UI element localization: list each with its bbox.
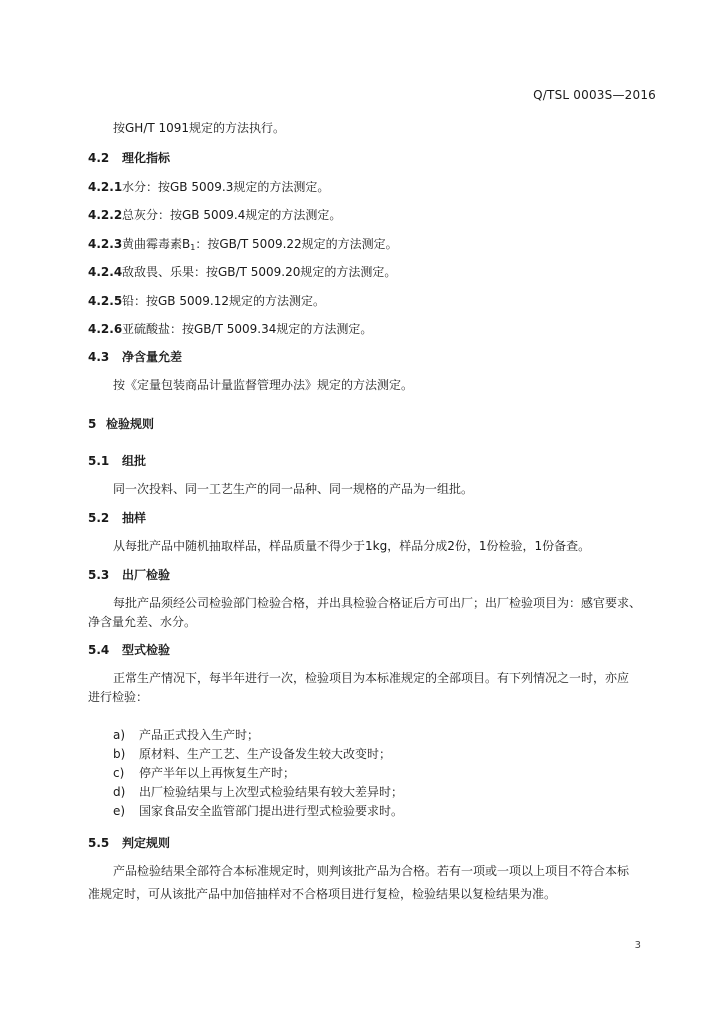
section-5-1-text: 同一次投料、同一工艺生产的同一品种、同一规格的产品为一组批。	[113, 482, 474, 496]
item-number: 4.2.2	[88, 208, 123, 222]
list-item-b	[113, 745, 391, 762]
section-title: 理化指标	[122, 151, 171, 165]
section-title: 判定规则	[122, 836, 171, 850]
item-number: 4.2.5	[88, 294, 123, 308]
list-text: 停产半年以上再恢复生产时；	[139, 766, 296, 780]
list-text: 国家食品安全监管部门提出进行型式检验要求时。	[139, 804, 404, 818]
section-number: 5.4	[88, 643, 110, 657]
section-4-3-heading	[88, 348, 182, 365]
list-item-a	[113, 726, 259, 743]
section-number: 5.1	[88, 454, 110, 468]
item-text: 水分：按GB 5009.3规定的方法测定。	[122, 180, 330, 194]
section-title: 型式检验	[122, 643, 171, 657]
item-number: 4.2.6	[88, 322, 123, 336]
list-text: 原材料、生产工艺、生产设备发生较大改变时；	[139, 747, 392, 761]
section-number: 4.3	[88, 350, 110, 364]
item-subscript: 1	[190, 243, 196, 252]
section-5-2-text: 从每批产品中随机抽取样品，样品质量不得少于1kg，样品分成2份，1份检验，1份备查。	[113, 539, 591, 553]
section-5-2-heading	[88, 509, 146, 526]
section-number: 5.3	[88, 568, 110, 582]
section-title: 净含量允差	[122, 350, 183, 364]
section-5-5-heading	[88, 834, 170, 851]
item-text-post: ：按GB/T 5009.22规定的方法测定。	[195, 237, 398, 251]
section-5-3-line-2: 净含量允差、水分。	[88, 615, 197, 629]
section-title: 抽样	[122, 511, 147, 525]
item-text-pre: 黄曲霉毒素B	[122, 237, 191, 251]
item-text: 总灰分：按GB 5009.4规定的方法测定。	[122, 208, 342, 222]
section-5-4-heading	[88, 641, 170, 658]
item-number: 4.2.3	[88, 237, 123, 251]
item-text: 亚硫酸盐：按GB/T 5009.34规定的方法测定。	[122, 322, 373, 336]
section-5-1-heading	[88, 452, 146, 469]
list-item-c	[113, 764, 295, 781]
item-4-2-5	[88, 292, 325, 309]
chapter-number: 5	[88, 417, 97, 431]
document-code: Q/TSL 0003S—2016	[533, 88, 656, 102]
section-title: 组批	[122, 454, 147, 468]
list-item-d	[113, 783, 403, 800]
list-marker: c)	[113, 766, 125, 780]
list-marker: a)	[113, 728, 126, 742]
section-5-5-line-2: 准规定时，可从该批产品中加倍抽样对不合格项目进行复检，检验结果以复检结果为准。	[88, 887, 557, 901]
item-number: 4.2.4	[88, 265, 123, 279]
item-4-2-3	[88, 235, 398, 252]
section-5-3-heading	[88, 566, 170, 583]
item-text: 敌敌畏、乐果：按GB/T 5009.20规定的方法测定。	[122, 265, 397, 279]
section-5-3-line-1: 每批产品须经公司检验部门检验合格，并出具检验合格证后方可出厂；出厂检验项目为：感官要求、	[113, 596, 642, 610]
item-4-2-4	[88, 263, 396, 280]
section-title: 出厂检验	[122, 568, 171, 582]
item-4-2-2	[88, 206, 341, 223]
section-5-4-line-1: 正常生产情况下，每半年进行一次，检验项目为本标准规定的全部项目。有下列情况之一时，亦应	[113, 671, 630, 685]
list-marker: e)	[113, 804, 126, 818]
item-4-2-6	[88, 320, 372, 337]
item-number: 4.2.1	[88, 180, 123, 194]
section-number: 5.5	[88, 836, 110, 850]
section-4-2-heading	[88, 149, 170, 166]
list-marker: b)	[113, 747, 126, 761]
intro-line: 按GH/T 1091规定的方法执行。	[113, 121, 286, 135]
section-number: 4.2	[88, 151, 110, 165]
list-marker: d)	[113, 785, 126, 799]
page-number: 3	[634, 940, 641, 951]
section-4-3-text: 按《定量包装商品计量监督管理办法》规定的方法测定。	[113, 378, 414, 392]
item-text: 铅：按GB 5009.12规定的方法测定。	[122, 294, 325, 308]
section-5-4-line-2: 进行检验：	[88, 690, 149, 704]
list-text: 出厂检验结果与上次型式检验结果有较大差异时；	[139, 785, 404, 799]
chapter-5-heading	[88, 415, 154, 432]
list-item-e	[113, 802, 403, 819]
chapter-title: 检验规则	[106, 417, 155, 431]
section-5-5-line-1: 产品检验结果全部符合本标准规定时，则判该批产品为合格。若有一项或一项以上项目不符合本标	[113, 864, 630, 878]
list-text: 产品正式投入生产时；	[139, 728, 260, 742]
item-4-2-1	[88, 178, 329, 195]
section-number: 5.2	[88, 511, 110, 525]
